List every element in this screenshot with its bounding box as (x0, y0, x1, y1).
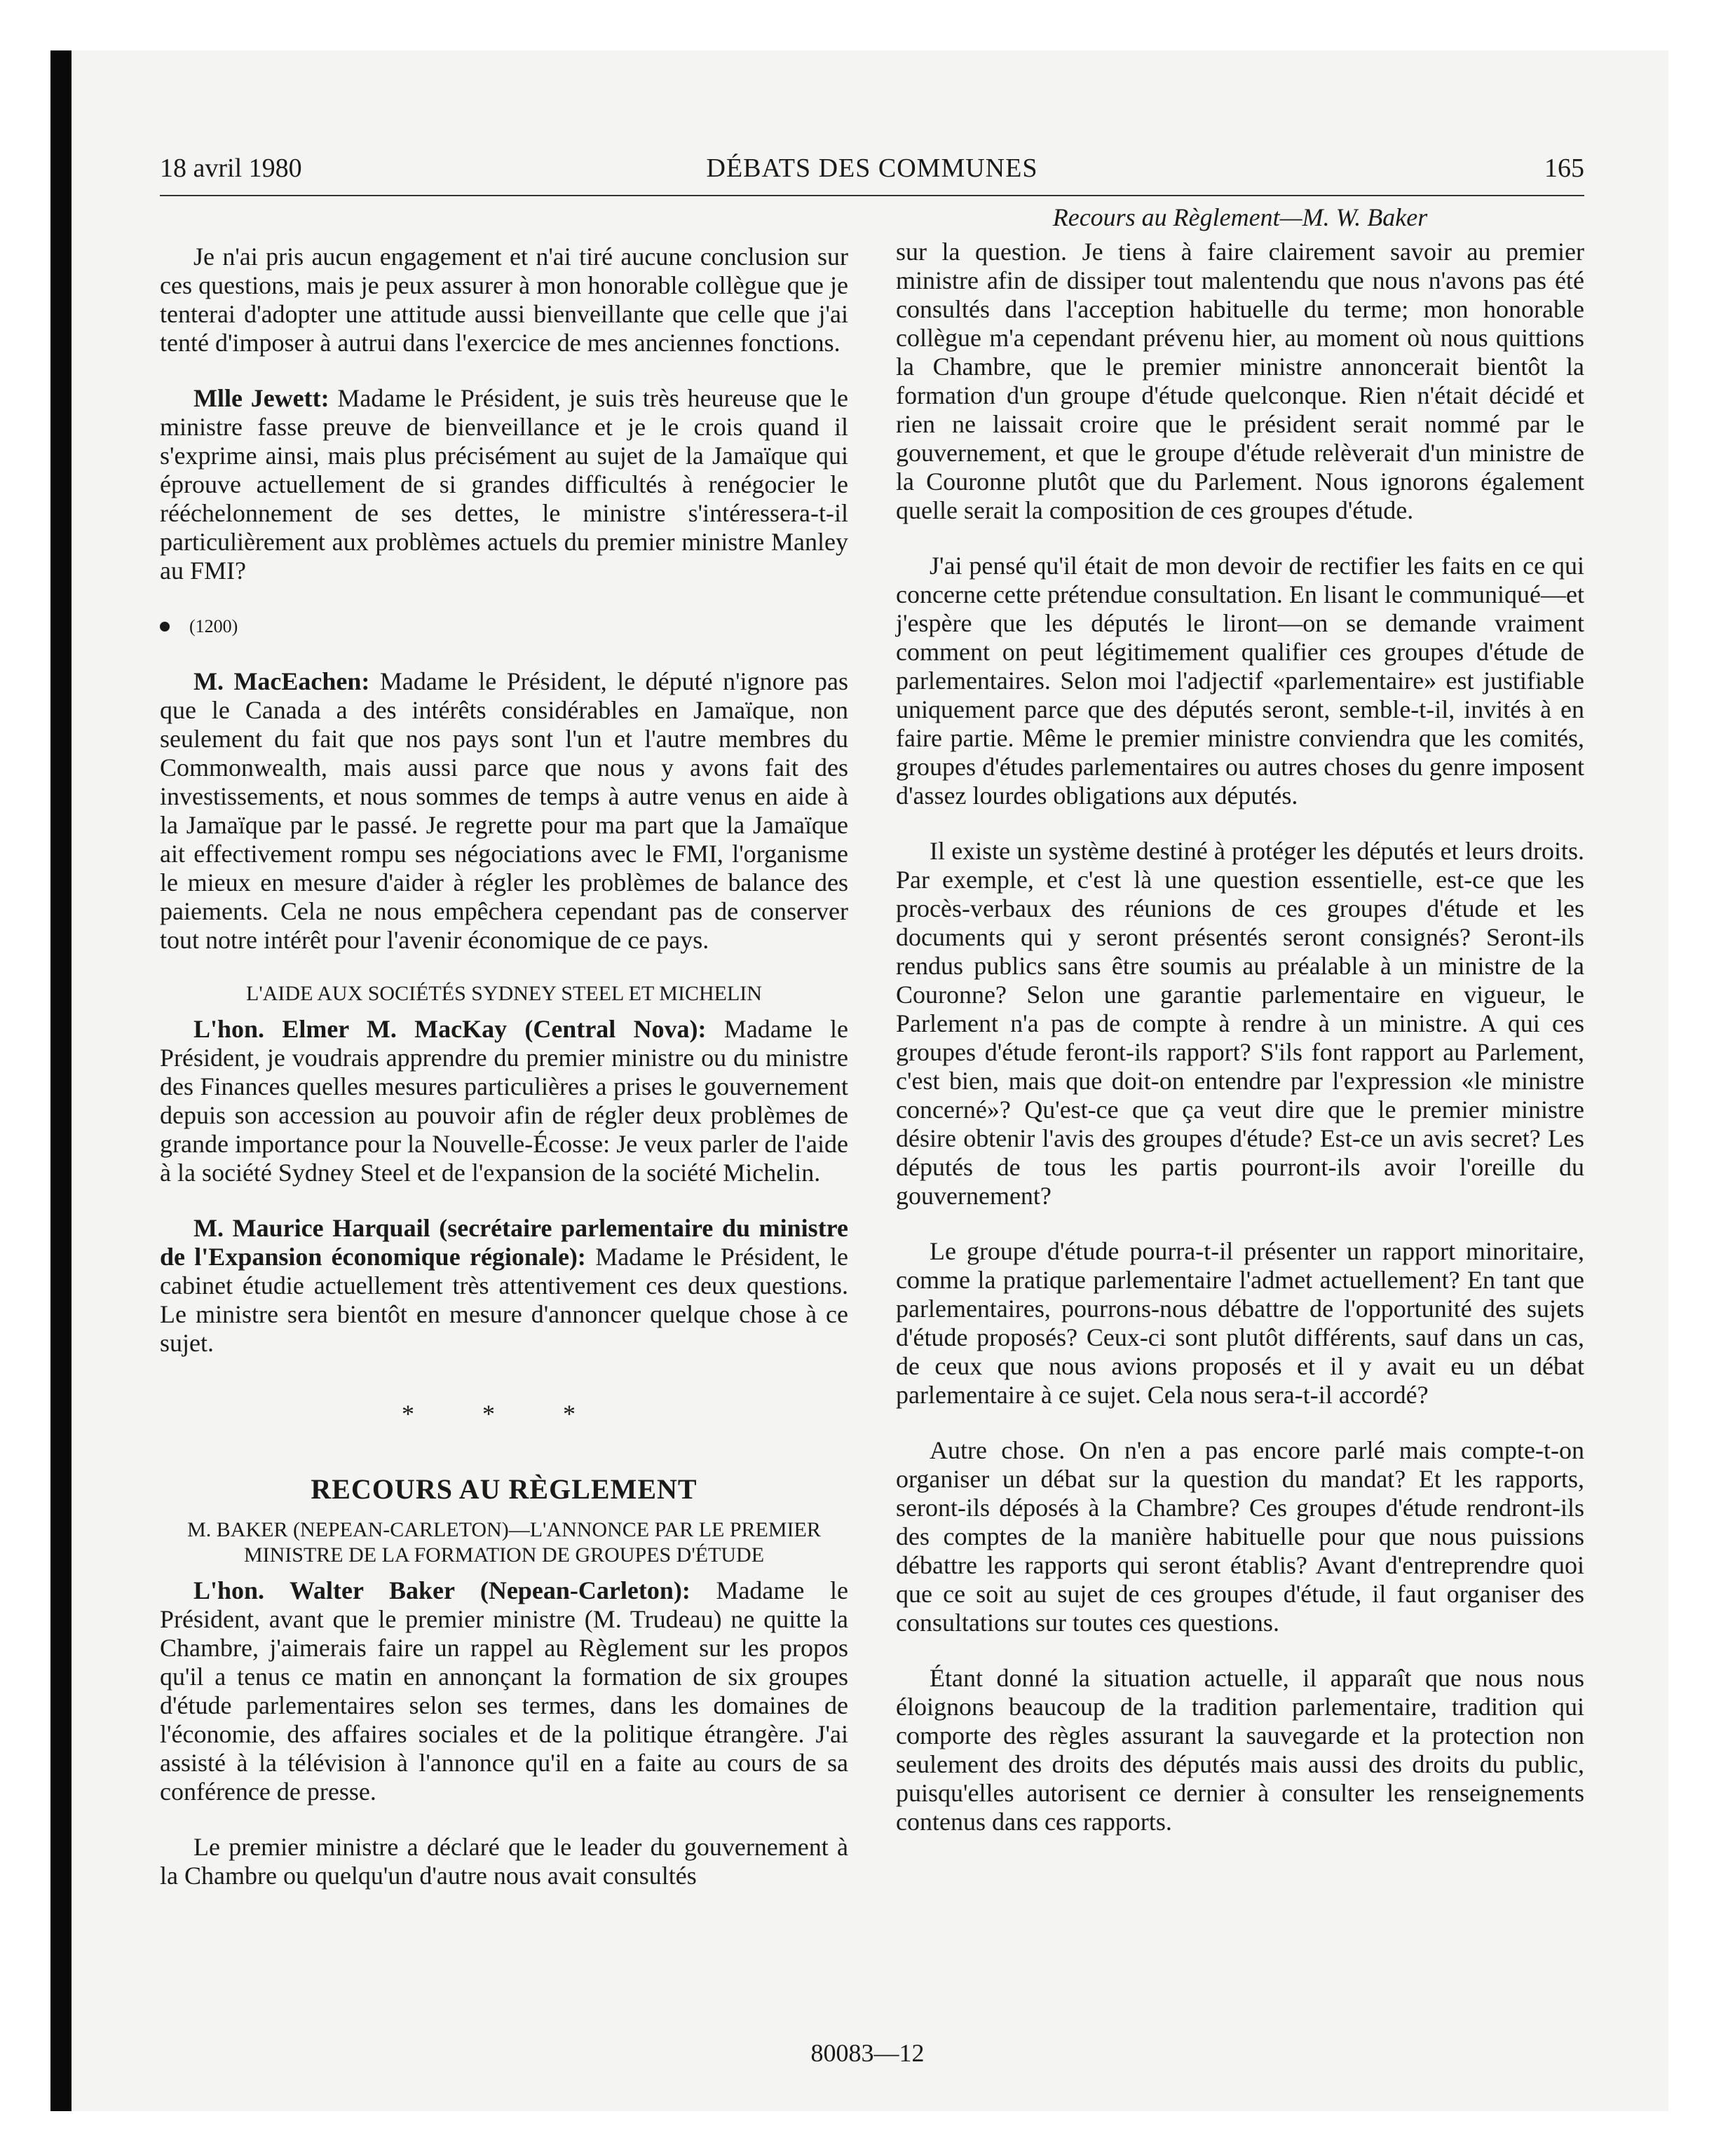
paragraph: sur la question. Je tiens à faire clairement savoir au premier ministre afin de dissiper tout malentendu que nous n'avons pas été consultés dans l'acception habituelle du terme; mon honorable collègue m'a cependant prévenu hier, au moment où nous quittions la Chambre, que le premier ministre annoncerait bientôt la formation d'un groupe d'étude quelconque. Rien n'était décidé et rien ne laissait croire que le président serait nommé par le gouvernement, et que le groupe d'étude relèverait d'un ministre de la Couronne plutôt que du Parlement. Nous ignorons également quelle serait la composition de ces groupes d'étude. (896, 238, 1584, 524)
speech-harquail (160, 1214, 848, 1358)
speech-mackay (160, 1015, 848, 1187)
paragraph: Le groupe d'étude pourra-t-il présenter un rapport minoritaire, comme la pratique parlementaire l'admet actuellement? En tant que parlementaires, pourrons-nous débattre de l'opportunité des sujets d'étude proposés? Ceux-ci sont plutôt différents, sauf dans un cas, de ceux que nous avions proposés et il y avait eu un débat parlementaire à ce sujet. Cela nous sera-t-il accordé? (896, 1237, 1584, 1409)
speaker-name: L'hon. Elmer M. MacKay (Central Nova): (193, 1015, 707, 1043)
speech-baker (160, 1576, 848, 1806)
section-title: RECOURS AU RÈGLEMENT (311, 1473, 698, 1505)
subheading-baker: M. BAKER (NEPEAN-CARLETON)—L'ANNONCE PAR LE PREMIER MINISTRE DE LA FORMATION DE GROUPES D'ÉTUDE (187, 1518, 821, 1567)
paragraph: Il existe un système destiné à protéger les députés et leurs droits. Par exemple, et c'est là une question essentielle, est-ce que les procès-verbaux des réunions de ces groupes d'étude et les documents qui y seront présentés seront consignés? Seront-ils rendus publics sans être soumis au préalable à un ministre de la Couronne? Selon une garantie parlementaire en vigueur, le Parlement n'a pas de compte à rendre à un ministre. A qui ces groupes d'étude feront-ils rapport? S'ils font rapport au Parlement, c'est bien, mais que doit-on entendre par l'expression «le ministre concerné»? Qu'est-ce que ça veut dire que le premier ministre désire obtenir l'avis des groupes d'étude? Est-ce un avis secret? Les députés de tous les partis pourront-ils avoir l'oreille du gouvernement? (896, 837, 1584, 1210)
header-title: DÉBATS DES COMMUNES (706, 153, 1038, 183)
paragraph: Étant donné la situation actuelle, il apparaît que nous nous éloignons beaucoup de la tradition parlementaire, tradition qui comporte des règles assurant la sauvegarde et la protection non seulement des droits des députés mais aussi des droits du public, puisqu'elles autorisent ce dernier à consulter les renseignements contenus dans ces rapports. (896, 1664, 1584, 1836)
speaker-name: M. MacEachen: (193, 667, 370, 695)
speech-text: Madame le Président, je voudrais apprendre du premier ministre ou du ministre des Finances quelles mesures particulières a prises le gouvernement depuis son accession au pouvoir afin de régler deux problèmes de grande importance pour la Nouvelle-Écosse: Je veux parler de l'aide à la société Sydney Steel et de l'expansion de la société Michelin. (160, 1015, 848, 1187)
paragraph: Autre chose. On n'en a pas encore parlé mais compte-t-on organiser un débat sur la question du mandat? Et les rapports, seront-ils déposés à la Chambre? Ces groupes d'étude rendront-ils des comptes de la manière habituelle pour que nous puissions débattre les rapports qui seront établis? Avant d'entreprendre quoi que ce soit au sujet de ces groupes d'étude, il faut organiser des consultations sur toutes ces questions. (896, 1436, 1584, 1637)
subheading-sydney-steel: L'AIDE AUX SOCIÉTÉS SYDNEY STEEL ET MICHELIN (246, 982, 762, 1005)
paragraph: Je n'ai pris aucun engagement et n'ai tiré aucune conclusion sur ces questions, mais je peux assurer à mon honorable collègue que je tenterai d'adopter une attitude aussi bienveillante que celle que j'ai tenté d'imposer à autrui dans l'exercice de mes anciennes fonctions. (160, 243, 848, 357)
page-footer: 80083—12 (810, 2039, 925, 2067)
page-header (160, 153, 1584, 196)
paragraph: J'ai pensé qu'il était de mon devoir de rectifier les faits en ce qui concerne cette prétendue consultation. En lisant le communiqué—et j'espère que les députés le liront—on se demande vraiment comment on peut légitimement qualifier ces groupes d'étude de parlementaires. Selon moi l'adjectif «parlementaire» est justifiable uniquement parce que des députés seront, semble-t-il, invités à en faire partie. Même le premier ministre conviendra que les comités, groupes d'études parlementaires ou autres choses du genre imposent d'assez lourdes obligations aux députés. (896, 552, 1584, 810)
speech-text: Madame le Président, le cabinet étudie actuellement très attentivement ces deux questions. Le ministre sera bientôt en mesure d'annoncer quelque chose à ce sujet. (160, 1243, 848, 1357)
speech-text: Madame le Président, je suis très heureuse que le ministre fasse preuve de bienveillance et je le crois quand il s'exprime ainsi, mais plus précisément au sujet de la Jamaïque qui éprouve actuellement de si grandes difficultés à renégocier le rééchelonnement de ses dettes, le ministre s'intéressera-t-il particulièrement aux problèmes actuels du premier ministre Manley au FMI? (160, 384, 849, 585)
time-marker (160, 612, 848, 641)
speaker-name: M. Maurice Harquail (secrétaire parlementaire du ministre de l'Expansion économique régionale): (160, 1214, 848, 1271)
right-column (896, 203, 1584, 1863)
speaker-name: L'hon. Walter Baker (Nepean-Carleton): (193, 1576, 690, 1604)
section-separator: * * * (402, 1400, 606, 1428)
bullet-icon (160, 622, 170, 632)
speech-maceachen (160, 667, 848, 955)
header-date: 18 avril 1980 (160, 153, 302, 183)
speech-jewett (160, 384, 848, 585)
speech-text: Madame le Président, le député n'ignore pas que le Canada a des intérêts considérables en Jamaïque, non seulement du fait que nos pays sont l'un et l'autre membres du Commonwealth, mais aussi parce que nous y avons fait des investissements, et nous sommes de temps à autre venus en aide à la Jamaïque par le passé. Je regrette pour ma part que la Jamaïque ait effectivement rompu ses négociations avec le FMI, l'organisme le mieux en mesure d'aider à régler les problèmes de balance des paiements. Cela ne nous empêchera cependant pas de conserver tout notre intérêt pour l'avenir économique de ce pays. (160, 667, 848, 954)
speaker-name: Mlle Jewett: (193, 384, 329, 412)
left-column (160, 203, 848, 1917)
scan-margin (0, 0, 50, 2156)
speech-text: Madame le Président, avant que le premier ministre (M. Trudeau) ne quitte la Chambre, j'aimerais faire un rappel au Règlement sur les propos qu'il a tenus ce matin en annonçant la formation de six groupes d'étude parlementaires selon ses termes, dans les domaines de l'économie, des affaires sociales et de la politique étrangère. J'ai assisté à la télévision à l'annonce qu'il en a faite au cours de sa conférence de presse. (160, 1576, 848, 1806)
time-label: (1200) (189, 616, 238, 636)
running-head: Recours au Règlement—M. W. Baker (1052, 203, 1428, 231)
paragraph: Le premier ministre a déclaré que le leader du gouvernement à la Chambre ou quelqu'un d'autre nous avait consultés (160, 1833, 848, 1890)
page-number: 165 (1544, 153, 1584, 183)
scan-binding-edge (50, 50, 72, 2111)
